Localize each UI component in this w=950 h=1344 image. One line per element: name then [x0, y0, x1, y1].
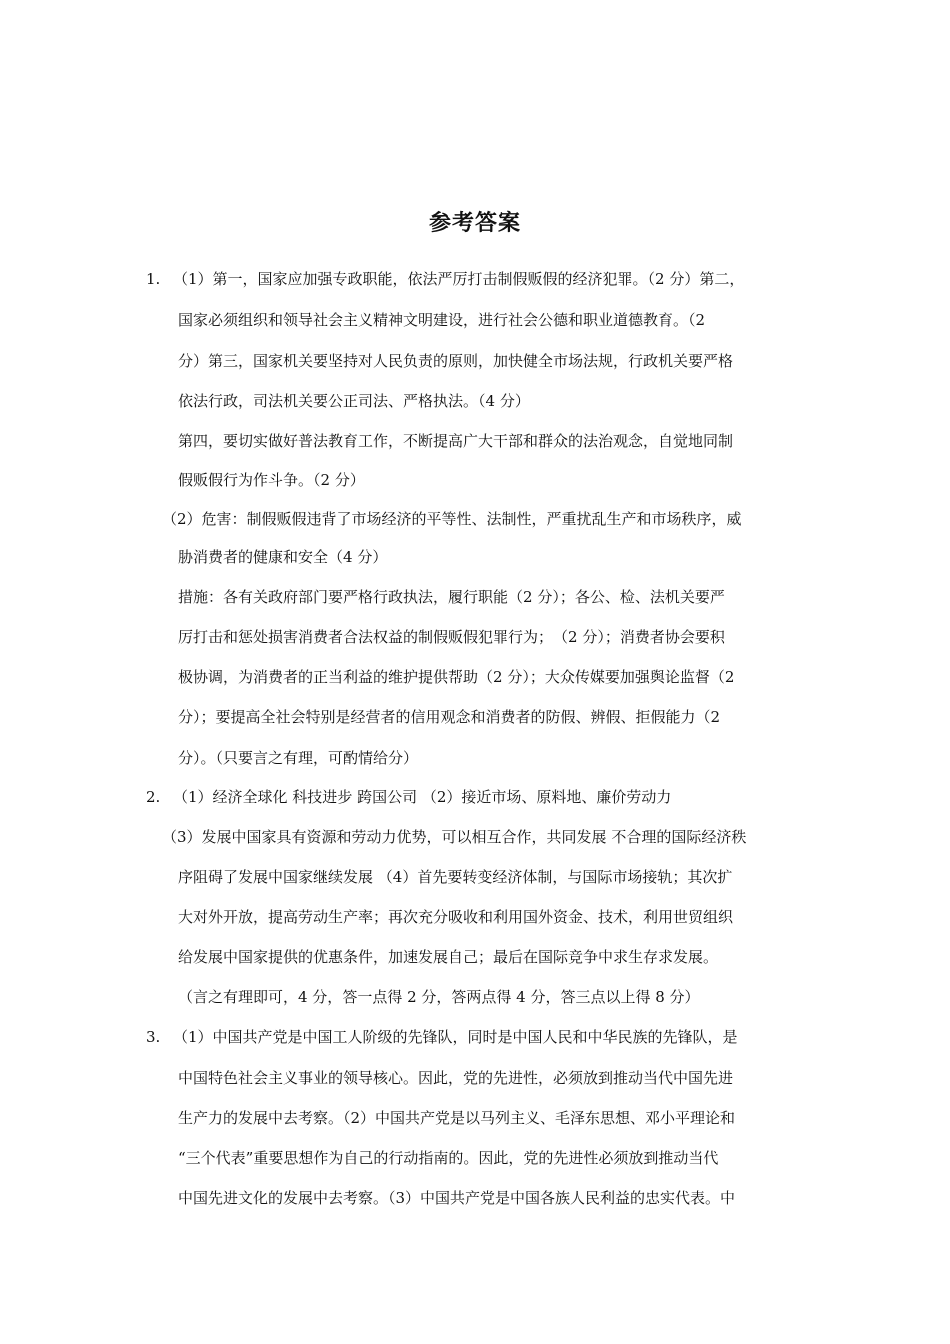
answer-line: 极协调，为消费者的正当利益的维护提供帮助（2 分）；大众传媒要加强舆论监督（2: [178, 668, 735, 686]
answer-line: （3）发展中国家具有资源和劳动力优势，可以相互合作，共同发展 不合理的国际经济秩: [162, 828, 747, 846]
page-title: 参考答案: [428, 211, 521, 236]
answer-line: 国家必须组织和领导社会主义精神文明建设，进行社会公德和职业道德教育。（2: [178, 311, 706, 329]
question-number-3: 3.: [146, 1028, 161, 1046]
answer-line: 生产力的发展中去考察。（2）中国共产党是以马列主义、毛泽东思想、邓小平理论和: [178, 1109, 736, 1127]
answer-line: 序阻碍了发展中国家继续发展 （4）首先要转变经济体制，与国际市场接轨；其次扩: [178, 868, 733, 886]
answer-line: 中国特色社会主义事业的领导核心。因此，党的先进性，必须放到推动当代中国先进: [178, 1069, 734, 1087]
answer-line: （2）危害：制假贩假违背了市场经济的平等性、法制性，严重扰乱生产和市场秩序，威: [162, 510, 742, 528]
answer-line: 大对外开放，提高劳动生产率；再次充分吸收和利用国外资金、技术，利用世贸组织: [178, 908, 734, 926]
answer-line: 假贩假行为作斗争。（2 分）: [178, 471, 365, 489]
answer-line: 依法行政，司法机关要公正司法、严格执法。（4 分）: [178, 392, 530, 410]
answer-line: （1）经济全球化 科技进步 跨国公司 （2）接近市场、原料地、廉价劳动力: [173, 788, 672, 806]
answer-line: “三个代表”重要思想作为自己的行动指南的。因此，党的先进性必须放到推动当代: [178, 1149, 719, 1167]
answer-line: 厉打击和惩处损害消费者合法权益的制假贩假犯罪行为； （2 分）；消费者协会要积: [178, 628, 725, 646]
answer-line: 分）。（只要言之有理，可酌情给分）: [178, 749, 419, 767]
answer-line: 分）；要提高全社会特别是经营者的信用观念和消费者的防假、辨假、拒假能力（2: [178, 708, 721, 726]
question-number-1: 1.: [146, 270, 161, 288]
answer-line: （1）第一，国家应加强专政职能，依法严厉打击制假贩假的经济犯罪。（2 分）第二，: [173, 270, 745, 288]
answer-line: （1）中国共产党是中国工人阶级的先锋队，同时是中国人民和中华民族的先锋队，是: [173, 1028, 738, 1046]
answer-line: 中国先进文化的发展中去考察。（3）中国共产党是中国各族人民利益的忠实代表。中: [178, 1189, 736, 1207]
answer-line: 给发展中国家提供的优惠条件，加速发展自己；最后在国际竞争中求生存求发展。: [178, 948, 719, 966]
answer-line: 措施：各有关政府部门要严格行政执法，履行职能（2 分）；各公、检、法机关要严: [178, 588, 725, 606]
answer-line: 分）第三，国家机关要坚持对人民负责的原则，加快健全市场法规，行政机关要严格: [178, 352, 734, 370]
answer-line: 第四，要切实做好普法教育工作，不断提高广大干部和群众的法治观念，自觉地同制: [178, 432, 734, 450]
answer-line: 胁消费者的健康和安全（4 分）: [178, 548, 388, 566]
answer-line: （言之有理即可，4 分，答一点得 2 分，答两点得 4 分，答三点以上得 8 分）: [178, 988, 700, 1006]
question-number-2: 2.: [146, 788, 161, 806]
